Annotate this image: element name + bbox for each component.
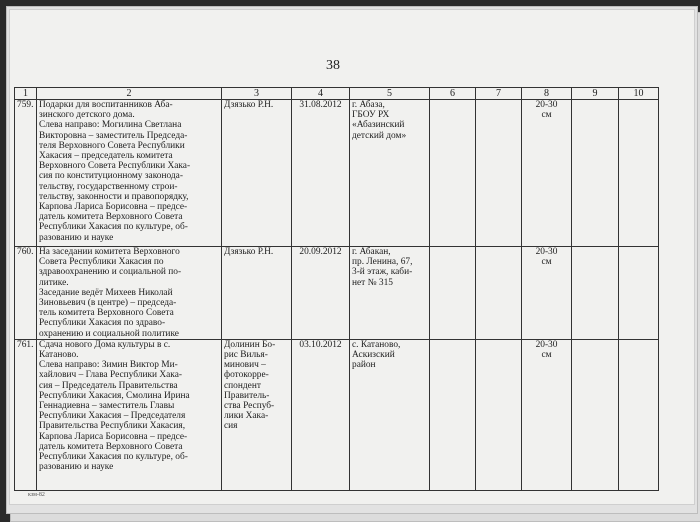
page-number: 38 [326, 58, 340, 73]
empty-cell [476, 100, 522, 247]
column-header: 7 [476, 88, 522, 100]
empty-cell [476, 339, 522, 490]
empty-cell [430, 247, 476, 340]
photo-description: На заседании комитета Верховного Совета Республики Хакасия по здравоохранению и социальной по- литике. Заседание ведёт Михеев Николай Зиновьевич (в центре) – председа- тель комитета Верховного Совета Республики Хакасия по здраво- охранению и социальной политике [37, 247, 222, 340]
column-header: 1 [15, 88, 37, 100]
table-row [15, 339, 659, 490]
empty-cell [619, 247, 659, 340]
empty-cell [619, 339, 659, 490]
register-table [14, 87, 659, 491]
empty-cell [572, 100, 619, 247]
column-header: 10 [619, 88, 659, 100]
column-header: 3 [222, 88, 292, 100]
photo-description: Сдача нового Дома культуры в с. Катаново. Слева направо: Зимин Виктор Ми- хайлович – Глава Республики Хака- сия – Председатель Правительства Республики Хакасия, Смолина Ирина Геннадиевна – заместитель Главы Республики Хакасия – Председателя Правительства Республики Хакасия, Карпова Лариса Борисовна – предсе- датель комитета Верховного Совета Республики Хакасия по культуре, об- разованию и науке [37, 339, 222, 490]
row-number: 759. [15, 100, 37, 247]
photo-place: с. Катаново, Аскизский район [350, 339, 430, 490]
empty-cell [430, 339, 476, 490]
photo-place: г. Абакан, пр. Ленина, 67, 3-й этаж, каби- нет № 315 [350, 247, 430, 340]
empty-cell [476, 247, 522, 340]
column-header: 5 [350, 88, 430, 100]
photo-description: Подарки для воспитанников Аба- зинского детского дома. Слева направо: Могилина Светлана Викторовна – заместитель Председа- теля Верховного Совета Республики Хакасия – председатель комитета Верховного Совета Республики Хака- сия по конституционному законода- тельству, государственному строи- тельству, законности и правопорядку, Карпова Лариса Борисовна – предсе- датель комитета Верховного Совета Республики Хакасия по культуре, об- разованию и науке [37, 100, 222, 247]
empty-cell [572, 247, 619, 340]
photo-place: г. Абаза, ГБОУ РХ «Абазинский детский дом» [350, 100, 430, 247]
photo-author: Дзязько Р.Н. [222, 247, 292, 340]
row-number: 761. [15, 339, 37, 490]
paper-stack-middle [6, 6, 698, 514]
empty-cell [430, 100, 476, 247]
column-header: 8 [522, 88, 572, 100]
empty-cell [572, 339, 619, 490]
column-header: 6 [430, 88, 476, 100]
column-header: 4 [292, 88, 350, 100]
photo-author: Долинин Бо- рис Вилья- минович – фотокорре- спондент Правитель- ства Респуб- лики Хака- сия [222, 339, 292, 490]
document-page [9, 9, 695, 505]
photo-size: 20-30 см [522, 247, 572, 340]
photo-author: Дзязько Р.Н. [222, 100, 292, 247]
empty-cell [619, 100, 659, 247]
column-header: 9 [572, 88, 619, 100]
photo-size: 20-30 см [522, 339, 572, 490]
row-number: 760. [15, 247, 37, 340]
archive-stamp: кзм-82 [28, 492, 45, 498]
column-number-row [15, 88, 659, 100]
column-header: 2 [37, 88, 222, 100]
table-row [15, 247, 659, 340]
photo-date: 03.10.2012 [292, 339, 350, 490]
photo-date: 31.08.2012 [292, 100, 350, 247]
photo-size: 20-30 см [522, 100, 572, 247]
table-row [15, 100, 659, 247]
photo-date: 20.09.2012 [292, 247, 350, 340]
